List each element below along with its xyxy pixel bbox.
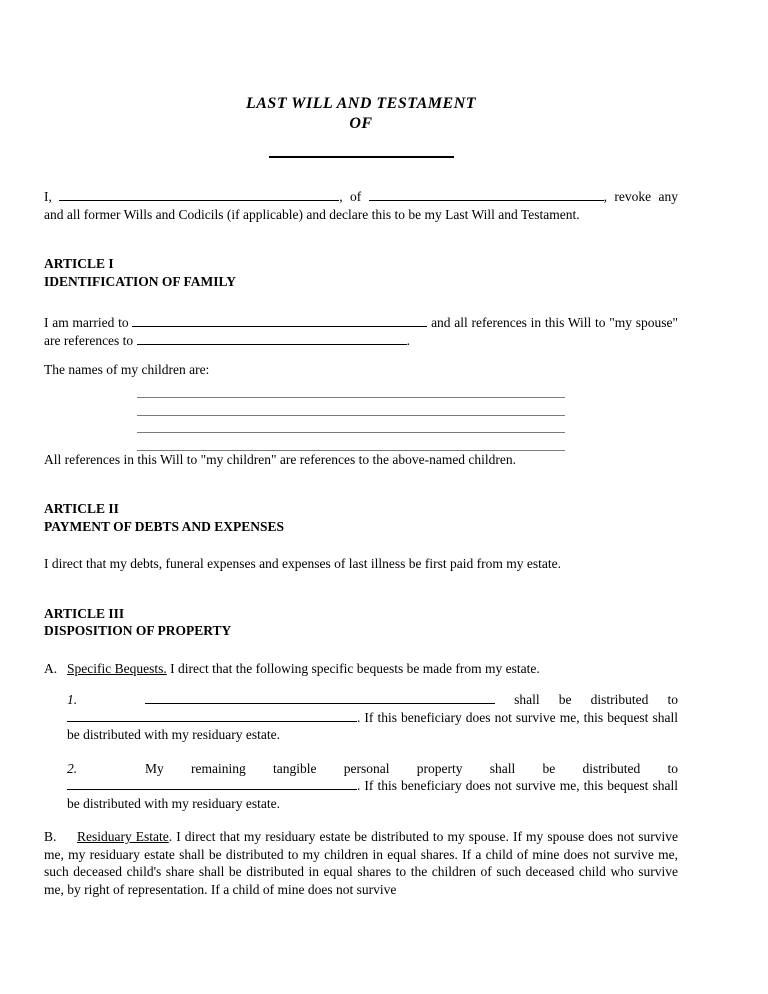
article2-heading <box>44 500 678 535</box>
item2-seg2: . If this beneficiary does not survive me, this bequest shall be distributed with my residuary estate. <box>67 778 678 811</box>
article2-heading-number: ARTICLE II <box>44 501 119 516</box>
child-name-field-4[interactable] <box>137 433 565 451</box>
item2-seg1: My remaining tangible personal property shall be distributed to <box>145 760 678 776</box>
item1-seg2: . If this beneficiary does not survive me, this bequest shall be distributed with my residuary estate. <box>67 709 678 742</box>
article3-heading <box>44 605 678 640</box>
children-name-lines <box>137 381 565 451</box>
child-name-field-1[interactable] <box>137 381 565 399</box>
married-period: . <box>406 332 410 348</box>
document-title-block <box>44 94 678 158</box>
article1-heading-number: ARTICLE I <box>44 256 114 271</box>
testator-residence-field[interactable] <box>369 188 604 201</box>
bequest1-property-field[interactable] <box>145 691 495 704</box>
debts-paragraph: I direct that my debts, funeral expenses and expenses of last illness be first paid from my estate. <box>44 556 561 571</box>
article3-heading-title: DISPOSITION OF PROPERTY <box>44 623 232 638</box>
bequest2-beneficiary-field[interactable] <box>67 777 357 790</box>
spouse-reference-field[interactable] <box>137 332 407 345</box>
intro-seg3: , revoke any and all former Wills and Codicils (if applicable) and declare this to be my Last Will and Testament. <box>44 189 678 222</box>
section-a-title: Specific Bequests. <box>67 660 167 676</box>
section-b-label: B. <box>44 829 57 844</box>
document-title: LAST WILL AND TESTAMENT <box>245 95 477 112</box>
testator-name-title-blank[interactable] <box>269 156 454 158</box>
married-seg2: and all references in this Will to "my spouse" are references to <box>44 315 678 348</box>
bequest-item-1 <box>67 691 678 744</box>
bequest1-beneficiary-field[interactable] <box>67 709 357 722</box>
married-seg1: I am married to <box>44 315 133 330</box>
section-b-title: Residuary Estate <box>77 829 169 844</box>
article1-heading <box>44 255 678 290</box>
item1-seg1: shall be distributed to <box>495 692 678 707</box>
intro-seg1: I, <box>44 189 60 204</box>
children-intro: The names of my children are: <box>44 362 210 377</box>
item1-number: 1. <box>67 692 78 707</box>
spouse-paragraph <box>44 314 678 349</box>
article2-heading-title: PAYMENT OF DEBTS AND EXPENSES <box>44 518 285 534</box>
document-title-of: OF <box>349 115 373 132</box>
intro-seg2: , of <box>339 189 369 204</box>
bequest-item-2 <box>67 760 678 813</box>
testator-name-field[interactable] <box>59 188 339 201</box>
section-b-text: . I direct that my residuary estate be distributed to my spouse. If my spouse does not survive me, my residuary estate shall be distributed to my children in equal shares. If a child of mine does not survive me, such deceased child's share shall be distributed in equal shares to the children of such deceased child who survive me, by right of representation. If a child of mine does not survive <box>44 829 678 897</box>
revocation-paragraph <box>44 188 678 223</box>
section-a-text: I direct that the following specific bequests be made from my estate. <box>166 660 540 676</box>
article1-heading-title: IDENTIFICATION OF FAMILY <box>44 273 237 289</box>
child-name-field-2[interactable] <box>137 398 565 416</box>
article3-heading-number: ARTICLE III <box>44 605 125 621</box>
children-note: All references in this Will to "my children" are references to the above-named children. <box>44 451 517 467</box>
section-a-label: A. <box>44 660 58 676</box>
child-name-field-3[interactable] <box>137 416 565 434</box>
residuary-estate-paragraph <box>44 828 678 898</box>
specific-bequests-paragraph <box>44 660 678 678</box>
spouse-name-field[interactable] <box>132 314 427 327</box>
item2-number: 2. <box>67 760 78 776</box>
